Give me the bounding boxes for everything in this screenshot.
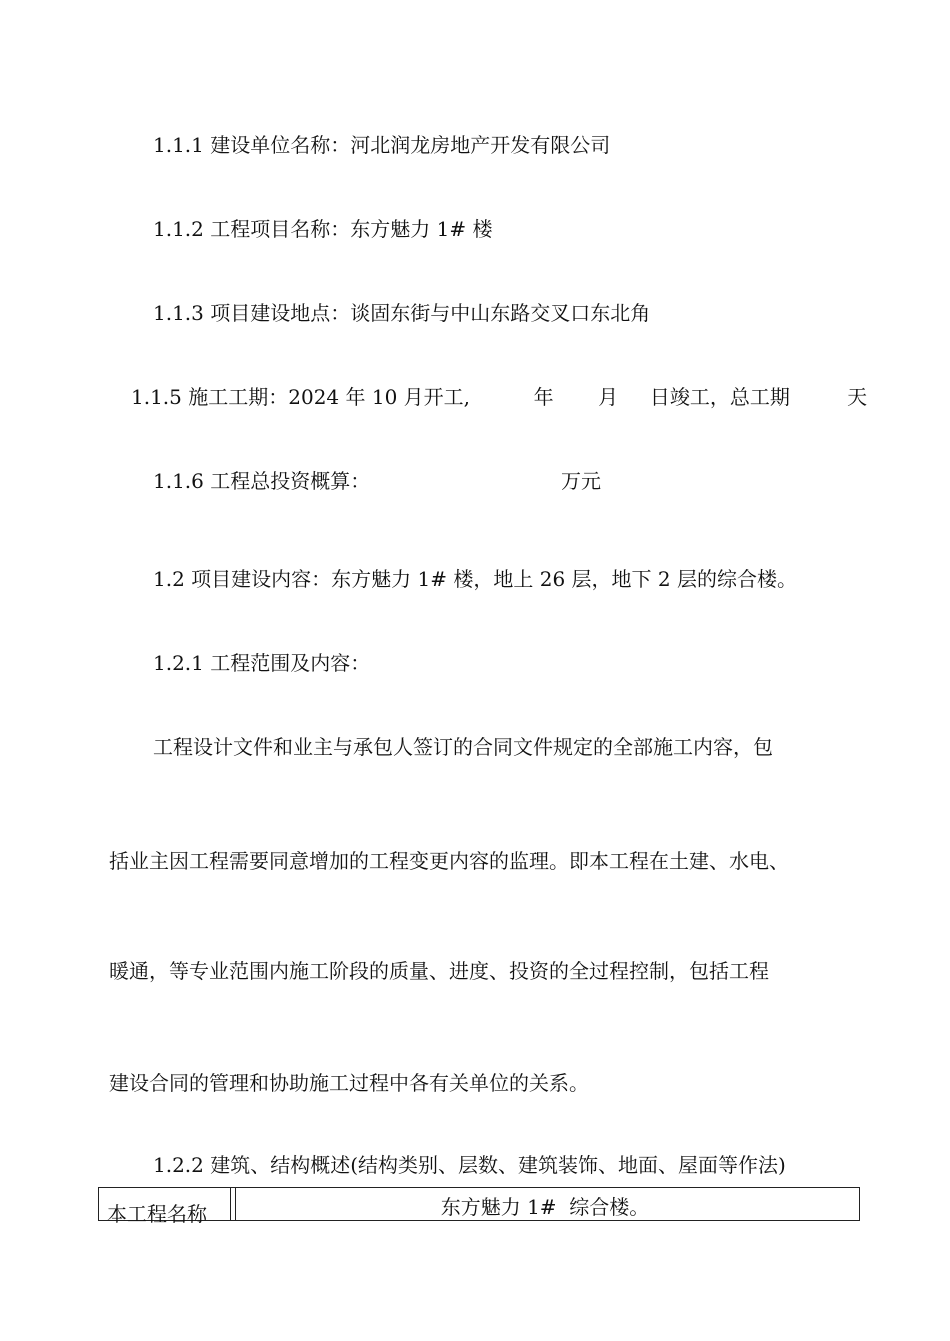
table-label: 本工程名称 (107, 1202, 207, 1226)
project-location-line: 1.1.3 项目建设地点：谈固东街与中山东路交叉口东北角 (153, 301, 651, 325)
table-value: 东方魅力 1# 综合楼。 (440, 1195, 650, 1219)
construction-unit-line: 1.1.1 建设单位名称：河北润龙房地产开发有限公司 (153, 133, 611, 157)
table-value-cell (231, 1188, 859, 1220)
scope-paragraph-line-4: 建设合同的管理和协助施工过程中各有关单位的关系。 (109, 1071, 589, 1095)
project-content-line: 1.2 项目建设内容：东方魅力 1# 楼，地上 26 层，地下 2 层的综合楼。 (153, 567, 797, 591)
construction-period-line: 1.1.5 施工工期：2024 年 10 月开工, 年 月 日竣工，总工期 天 (131, 385, 868, 409)
project-info-table (98, 1187, 860, 1226)
project-name-line: 1.1.2 工程项目名称：东方魅力 1# 楼 (153, 217, 493, 241)
total-investment-line: 1.1.6 工程总投资概算： 万元 (153, 469, 601, 493)
scope-paragraph-line-1: 工程设计文件和业主与承包人签订的合同文件规定的全部施工内容，包 (153, 735, 773, 759)
scope-paragraph-line-2: 括业主因工程需要同意增加的工程变更内容的监理。即本工程在土建、水电、 (109, 849, 789, 873)
structure-overview-heading: 1.2.2 建筑、结构概述(结构类别、层数、建筑装饰、地面、屋面等作法) (153, 1153, 786, 1177)
scope-paragraph-line-3: 暖通，等专业范围内施工阶段的质量、进度、投资的全过程控制，包括工程 (109, 959, 769, 983)
table-label-cell (99, 1188, 231, 1226)
scope-heading: 1.2.1 工程范围及内容： (153, 651, 371, 675)
